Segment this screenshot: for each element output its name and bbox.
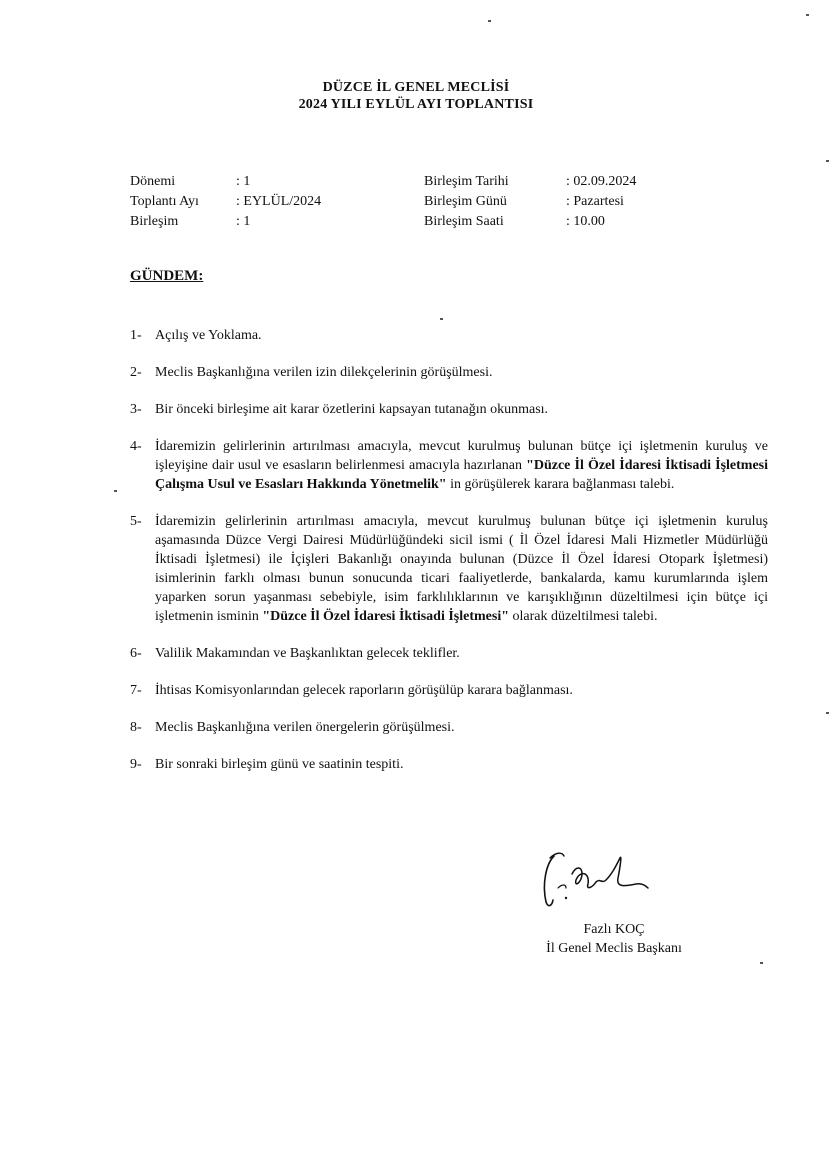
agenda-item-number: 3-: [130, 402, 142, 417]
agenda-item: [130, 644, 768, 663]
meta-label: Birleşim: [130, 214, 179, 229]
agenda-item-text-part: İdaremizin gelirlerinin artırılması amacıyla, mevcut kurulmuş bulunan bütçe içi işletmenin kuruluş ve işleyişine dair usul ve esasların belirlenmesi amacıyla hazırlanan: [155, 439, 768, 473]
meta-row-birlesim-gunu: [424, 192, 636, 212]
meta-value: : EYLÜL/2024: [236, 194, 322, 209]
agenda-item: [130, 326, 768, 345]
signatory-name: Fazlı KOÇ: [583, 922, 645, 937]
meta-label: Birleşim Tarihi: [424, 174, 509, 189]
signatory-title: İl Genel Meclis Başkanı: [546, 941, 682, 956]
signature-block: [514, 920, 714, 958]
agenda-item-text: Bir sonraki birleşim günü ve saatinin tespiti.: [155, 757, 404, 772]
agenda-item-text: Açılış ve Yoklama.: [155, 328, 262, 343]
agenda-list: [130, 326, 768, 774]
meta-value: : 02.09.2024: [566, 174, 637, 189]
agenda-item-text-part: İdaremizin gelirlerinin artırılması amacıyla, mevcut kurulmuş bulunan bütçe içi işletmenin kuruluş aşamasında Düzce Vergi Dairesi Müdürlüğündeki sicil ismi ( İl Özel İdaresi Mali Hizmetler Müdürlüğü İktisadi İşletmesi) ile İçişleri Bakanlığı onayında bulunan (Düzce İl Özel İdaresi Otopark İşletmesi) isimlerinin farklı olması bunun sonucunda ticari faaliyetlerde, bankalarda, kamu kurumlarında işlem yaparken sorun yaşanması sebebiyle, isim farklılıklarının ve karışıklığının düzeltilmesi için bütçe içi işletmenin isminin: [155, 514, 768, 624]
agenda-item-text: Meclis Başkanlığına verilen izin dilekçelerinin görüşülmesi.: [155, 365, 493, 380]
meta-value: : 10.00: [566, 214, 605, 229]
agenda-item: [130, 437, 768, 494]
meta-row-toplanti-ayi: [130, 192, 321, 212]
scan-speck: [806, 14, 809, 16]
agenda-heading: GÜNDEM:: [130, 268, 204, 284]
meta-label: Toplantı Ayı: [130, 194, 199, 209]
agenda-item-number: 1-: [130, 328, 142, 343]
agenda-item-text: Meclis Başkanlığına verilen önergelerin görüşülmesi.: [155, 720, 455, 735]
scan-speck: [826, 712, 829, 714]
scan-speck: [114, 490, 117, 492]
agenda-item-bold-title: "Düzce İl Özel İdaresi İktisadi İşletmesi": [262, 609, 510, 624]
scan-speck: [826, 160, 829, 162]
agenda-item: [130, 400, 768, 419]
agenda-item-text: Valilik Makamından ve Başkanlıktan gelecek teklifler.: [155, 646, 460, 661]
meta-row-birlesim-saati: [424, 212, 636, 232]
agenda-item-number: 6-: [130, 646, 142, 661]
meta-label: Birleşim Günü: [424, 194, 507, 209]
scan-speck: [488, 20, 491, 22]
meta-value: : 1: [236, 174, 251, 189]
document-title-line1: DÜZCE İL GENEL MECLİSİ: [322, 80, 510, 95]
agenda-item-number: 9-: [130, 757, 142, 772]
agenda-item-text: İhtisas Komisyonlarından gelecek raporların görüşülüp karara bağlanması.: [155, 683, 573, 698]
meta-row-donem: [130, 172, 321, 192]
meta-value: : Pazartesi: [566, 194, 624, 209]
agenda-item: [130, 512, 768, 626]
agenda-item-number: 4-: [130, 439, 142, 454]
meta-label: Birleşim Saati: [424, 214, 504, 229]
meta-row-birlesim-tarihi: [424, 172, 636, 192]
agenda-item-text-part: in görüşülerek karara bağlanması talebi.: [446, 477, 675, 492]
agenda-item-text-part: olarak düzeltilmesi talebi.: [509, 609, 658, 624]
scan-speck: [760, 962, 763, 964]
agenda-item-number: 8-: [130, 720, 142, 735]
meta-info-right: [424, 172, 636, 232]
meta-label: Dönemi: [130, 174, 176, 189]
agenda-item-number: 5-: [130, 514, 142, 529]
agenda-item-text: [155, 512, 768, 626]
meta-row-birlesim: [130, 212, 321, 232]
handwritten-signature: [536, 844, 656, 914]
document-title-line2: 2024 YILI EYLÜL AYI TOPLANTISI: [298, 97, 534, 112]
agenda-item-number: 7-: [130, 683, 142, 698]
agenda-item: [130, 755, 768, 774]
agenda-item: [130, 363, 768, 382]
scan-speck: [440, 318, 443, 320]
agenda-item-text: [155, 437, 768, 494]
agenda-item: [130, 718, 768, 737]
meta-info-left: [130, 172, 321, 232]
agenda-item-text: Bir önceki birleşime ait karar özetlerini kapsayan tutanağın okunması.: [155, 402, 549, 417]
agenda-item: [130, 681, 768, 700]
agenda-item-number: 2-: [130, 365, 142, 380]
agenda-item-bold-title: "Düzce İl Özel İdaresi İktisadi İşletmesi Çalışma Usul ve Esasları Hakkında Yönetmelik": [155, 458, 769, 492]
meta-value: : 1: [236, 214, 251, 229]
